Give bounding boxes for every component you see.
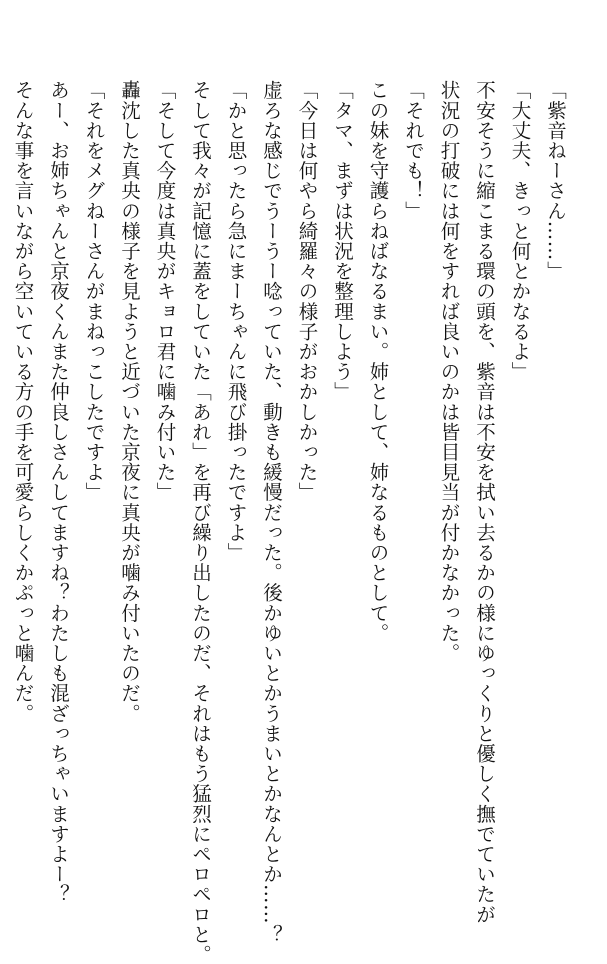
text-line: 「それをメグねーさんがまねっこしたですよ」 — [82, 80, 106, 503]
text-line: そして我々が記憶に蓋をしていた「あれ」を再び繰り出したのだ、それはもう猛烈にペロペロと。 — [189, 80, 212, 964]
text-line: 状況の打破には何をすれば良いのかは皆目見当が付かなかった。 — [437, 80, 461, 663]
text-line: 「タマ、まずは状況を整理しよう」 — [331, 80, 354, 402]
text-line: 「大丈夫、きっと何とかなるよ」 — [508, 80, 532, 382]
text-line: 轟沈した真央の様子を見ようと近づいた京夜に真央が噛み付いたのだ。 — [118, 80, 141, 724]
text-line: 虚ろな感じでうーうー唸っていた、動きも緩慢だった。後かゆいとかうまいとかなんとか……？ — [260, 80, 283, 945]
text-line: そんな事を言いながら空いている方の手を可愛らしくかぷっと噛んだ。 — [11, 80, 35, 724]
text-line: この妹を守護らねばなるまい。姉として、姉なるものとして。 — [366, 80, 390, 643]
text-line: 不安そうに縮こまる環の頭を、紫音は不安を拭い去るかの様にゆっくりと優しく撫でていたが — [473, 80, 496, 925]
text-line: 「かと思ったら急にまーちゃんに飛び掛ったですよ」 — [224, 80, 248, 563]
text-line: 「そして今度は真央がキョロ君に噛み付いた」 — [153, 80, 177, 503]
vertical-text-block — [0, 80, 573, 964]
text-line: 「紫音ねーさん……」 — [544, 80, 567, 281]
text-line: あー、お姉ちゃんと京夜くんまた仲良しさんしてますね？わたしも混ざっちゃいますよー？ — [47, 80, 70, 905]
text-line: 「今日は何やら綺羅々の様子がおかしかった」 — [295, 80, 319, 503]
text-line: 「それでも！」 — [402, 80, 425, 221]
